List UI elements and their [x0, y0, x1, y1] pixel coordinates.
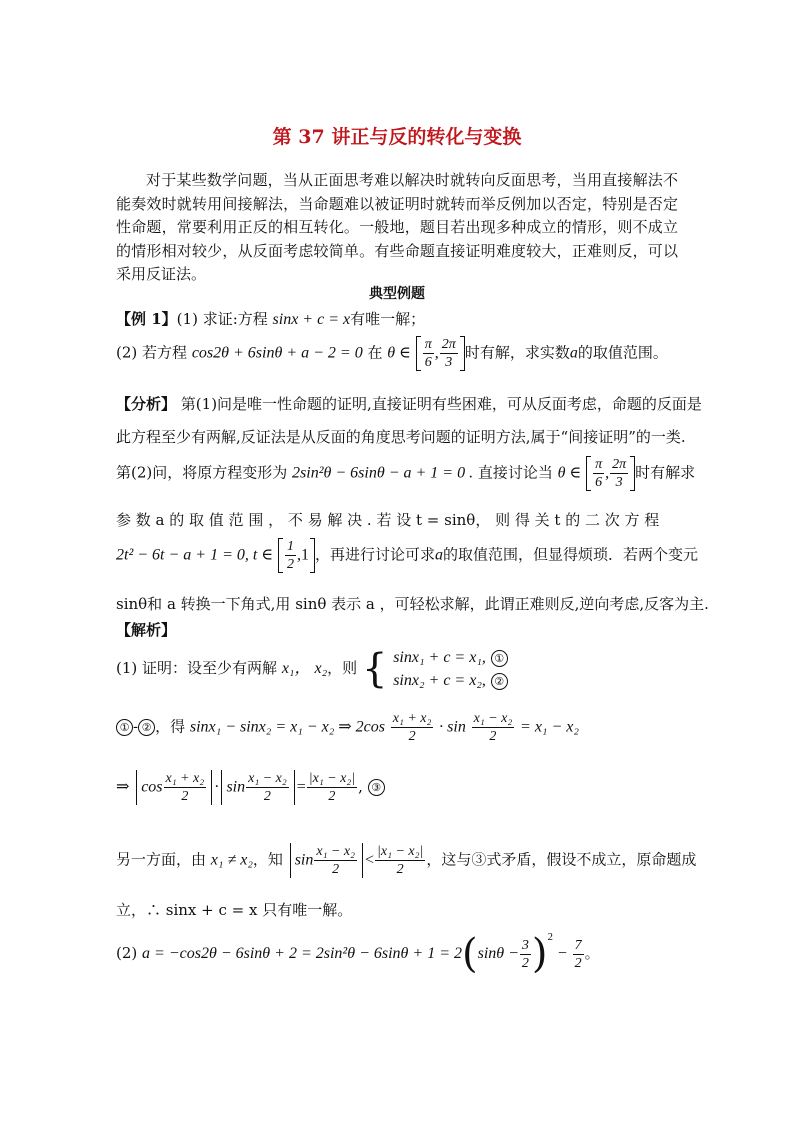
- equation-system: sinx₁ + c = x₁, ① sinx₂ + c = x₂, ②: [393, 646, 507, 692]
- circle-two: ②: [491, 673, 508, 690]
- solution-p3: ⇒ cos $\frac{\text{x₁ + x₂}}{2}$ · sin $\frac{\text{x₁ − x₂}}{2}$ = $\frac{\text{|x₁ − x₂|}}{2}$ , ③: [116, 770, 385, 805]
- section-heading: 典型例题: [369, 286, 425, 302]
- solution-p6: (2) a = −cos2θ − 6sinθ + 2 = 2sin²θ − 6sinθ + 1 = 2(sinθ − $\frac{3}{2}$ )$^2$ − $\frac{7}{2}$ 。: [116, 931, 600, 977]
- solution-p1: (1) 证明：设至少有两解 x₁， x₂，则 { sinx₁ + c = x₁, ① sinx₂ + c = x₂, ②: [116, 646, 508, 692]
- solution-p5: 立，∴ sinx + c = x 只有唯一解。: [116, 901, 353, 919]
- interval-bracket: $\frac{\pi}{6}$ , $\frac{2\pi}{3}$: [416, 336, 465, 371]
- analysis-line-4: 参 数 a 的 取 值 范 围 ， 不 易 解 决 . 若 设 t = sinθ， 则 得 关 t 的 二 次 方 程: [116, 511, 660, 529]
- analysis-line-2: 此方程至少有两解,反证法是从反面的角度思考问题的证明方法,属于“间接证明”的一类.: [116, 428, 686, 446]
- page-title: 第 37 讲正与反的转化与变换: [272, 126, 522, 148]
- solution-p4: 另一方面，由 x₁ ≠ x₂，知 sin $\frac{\text{x₁ − x₂}}{2}$ < $\frac{\text{|x₁ − x₂|}}{2}$ ，这与③式矛盾，假设不成立，原命题成: [116, 844, 697, 877]
- analysis-line-3: 第(2)问，将原方程变形为 2sin²θ − 6sinθ − a + 1 = 0 . 直接讨论当 θ ∈ $\frac{\pi}{6}$ , $\frac{2\pi}{3}$ 时有解求: [116, 457, 696, 490]
- solution-label: 【解析】: [116, 621, 177, 639]
- analysis-line-6: sinθ和 a 转换一下角式,用 sinθ 表示 a ，可轻松求解，此谓正难则反,逆向考虑,反客为主.: [116, 595, 709, 613]
- example-q2: (2) 若方程 cos2θ + 6sinθ + a − 2 = 0 在 θ ∈ $\frac{\pi}{6}$ , $\frac{2\pi}{3}$ 时有解，求实数a的取值范围。: [116, 337, 668, 370]
- analysis-line-5: 2t² − 6t − a + 1 = 0, t ∈ $\frac{1}{2}$ ,1 ，再进行讨论可求a的取值范围，但显得烦琐．若两个变元: [116, 539, 698, 572]
- intro-paragraph: 对于某些数学问题，当从正面思考难以解决时就转向反面思考，当用直接解法不能奏效时就转用间接解法，当命题难以被证明时就转而举反例加以否定，特别是否定性命题，常要利用正反的相互转化。一般地，题目若出现多种成立的情形，则不成立的情形相对较少，从反面考虑较简单。有些命题直接证明难度较大，正难则反，可以采用反证法。: [116, 171, 678, 283]
- analysis-line-1: 【分析】 第(1)问是唯一性命题的证明,直接证明有些困难，可从反面考虑，命题的反面是: [116, 395, 702, 413]
- example-q1: 【例 1】(1) 求证:方程 sinx + c = x有唯一解；: [116, 310, 426, 328]
- circle-one: ①: [491, 650, 508, 667]
- solution-p2: ① - ② ，得 sinx₁ − sinx₂ = x₁ − x₂ ⇒ 2cos $\frac{\text{x₁ + x₂}}{2}$ · sin $\frac{\text{x₁ − x₂}}{2}$ = x₁ − x₂: [116, 710, 579, 745]
- circle-three: ③: [368, 779, 385, 796]
